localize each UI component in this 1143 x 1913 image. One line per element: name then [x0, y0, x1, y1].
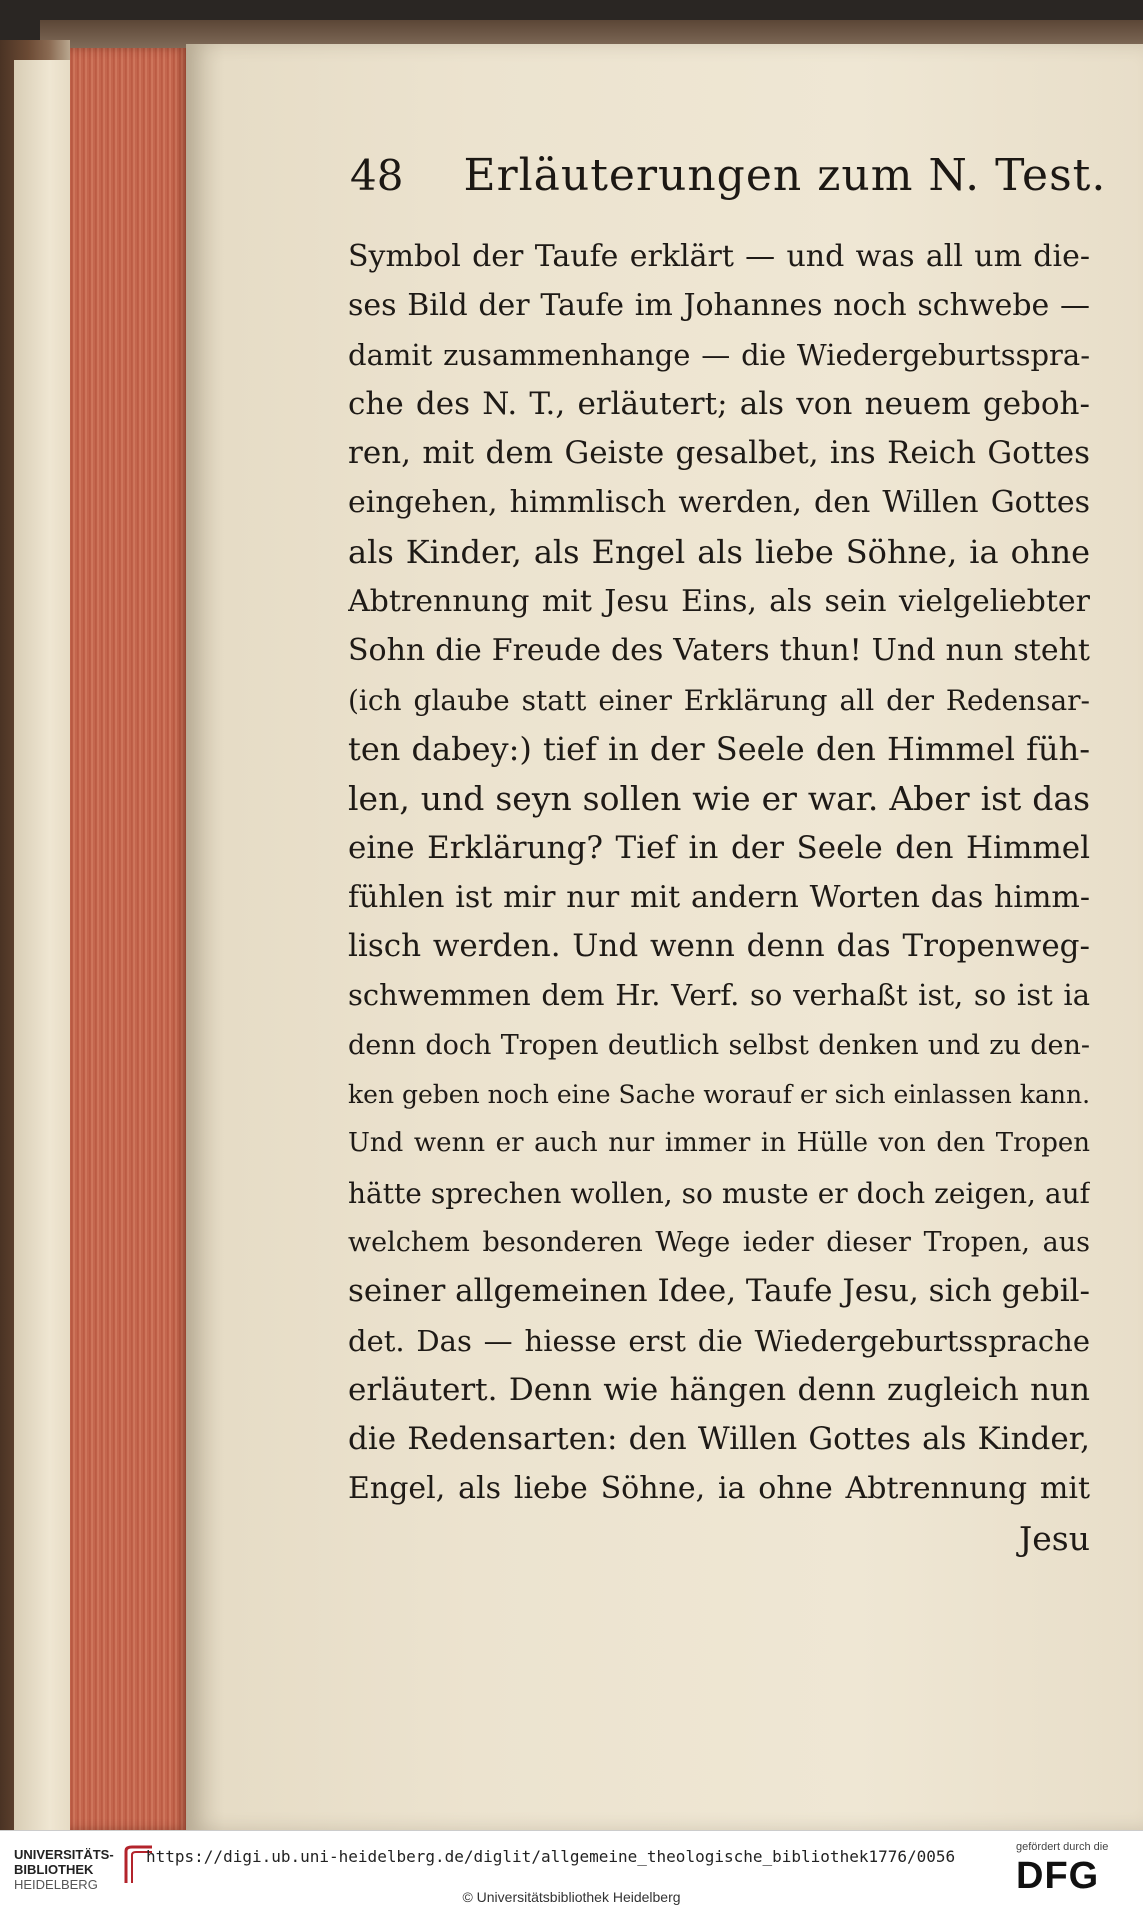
library-name-line: BIBLIOTHEK	[14, 1862, 94, 1877]
running-title: Erläuterungen zum N. Test.	[463, 150, 1107, 201]
dfg-logo: DFG	[1016, 1855, 1100, 1897]
body-text	[348, 232, 1090, 1563]
text-line: len, und seyn sollen wie er war. Aber ist das	[348, 779, 1090, 819]
text-line: lisch werden. Und wenn denn das Tropenweg-	[348, 928, 1090, 965]
text-line: (ich glaube statt einer Erklärung all der Redensar-	[348, 683, 1090, 717]
text-line: die Redensarten: den Willen Gottes als Kinder,	[348, 1421, 1090, 1458]
cover-paper-strip	[14, 60, 74, 1830]
text-line: eine Erklärung? Tief in der Seele den Himmel	[348, 829, 1090, 866]
text-line: fühlen ist mir nur mit andern Worten das himm-	[348, 879, 1090, 915]
catchword: Jesu	[1019, 1518, 1090, 1558]
text-line: damit zusammenhange — die Wiedergeburtsspra-	[348, 337, 1090, 372]
text-line: ken geben noch eine Sache worauf er sich einlassen kann.	[348, 1080, 1090, 1110]
library-logo	[14, 1847, 114, 1892]
text-line: denn doch Tropen deutlich selbst denken und zu den-	[348, 1029, 1090, 1061]
text-line: ren, mit dem Geiste gesalbet, ins Reich Gottes	[348, 435, 1090, 472]
text-line: che des N. T., erläutert; als von neuem geboh-	[348, 385, 1090, 422]
text-line: Engel, als liebe Söhne, ia ohne Abtrennung mit	[348, 1471, 1090, 1507]
text-line: seiner allgemeinen Idee, Taufe Jesu, sich gebil-	[348, 1273, 1090, 1310]
viewer-footer	[0, 1830, 1143, 1913]
text-line: eingehen, himmlisch werden, den Willen Gottes	[348, 485, 1090, 521]
text-line: Und wenn er auch nur immer in Hülle von den Tropen	[348, 1128, 1090, 1159]
text-line: det. Das — hiesse erst die Wiedergeburtssprache	[348, 1323, 1090, 1358]
funding-note: gefördert durch die	[1016, 1841, 1109, 1853]
library-name-line: UNIVERSITÄTS-	[14, 1847, 114, 1862]
text-line: als Kinder, als Engel als liebe Söhne, ia ohne	[348, 532, 1090, 571]
text-line: ten dabey:) tief in der Seele den Himmel füh-	[348, 729, 1090, 768]
copyright-notice: © Universitätsbibliothek Heidelberg	[462, 1889, 681, 1905]
page-header	[350, 150, 1110, 210]
text-line: hätte sprechen wollen, so muste er doch zeigen, auf	[348, 1176, 1090, 1210]
text-line: Sohn die Freude des Vaters thun! Und nun steht	[348, 633, 1090, 669]
text-line: schwemmen dem Hr. Verf. so verhaßt ist, so ist ia	[348, 978, 1090, 1013]
permalink-url[interactable]: https://digi.ub.uni-heidelberg.de/diglit/allgemeine_theologische_bibliothek1776/0056	[146, 1847, 956, 1866]
text-line: ses Bild der Taufe im Johannes noch schwebe —	[348, 288, 1090, 324]
text-line: Symbol der Taufe erklärt — und was all um die-	[348, 239, 1090, 274]
text-line: Abtrennung mit Jesu Eins, als sein vielgeliebter	[348, 584, 1090, 620]
page-number: 48	[350, 151, 404, 200]
text-line: welchem besonderen Wege ieder dieser Tropen, aus	[348, 1226, 1090, 1258]
text-line: erläutert. Denn wie hängen denn zugleich nun	[348, 1371, 1090, 1408]
page-edges	[70, 48, 188, 1830]
library-name-line: HEIDELBERG	[14, 1877, 98, 1892]
